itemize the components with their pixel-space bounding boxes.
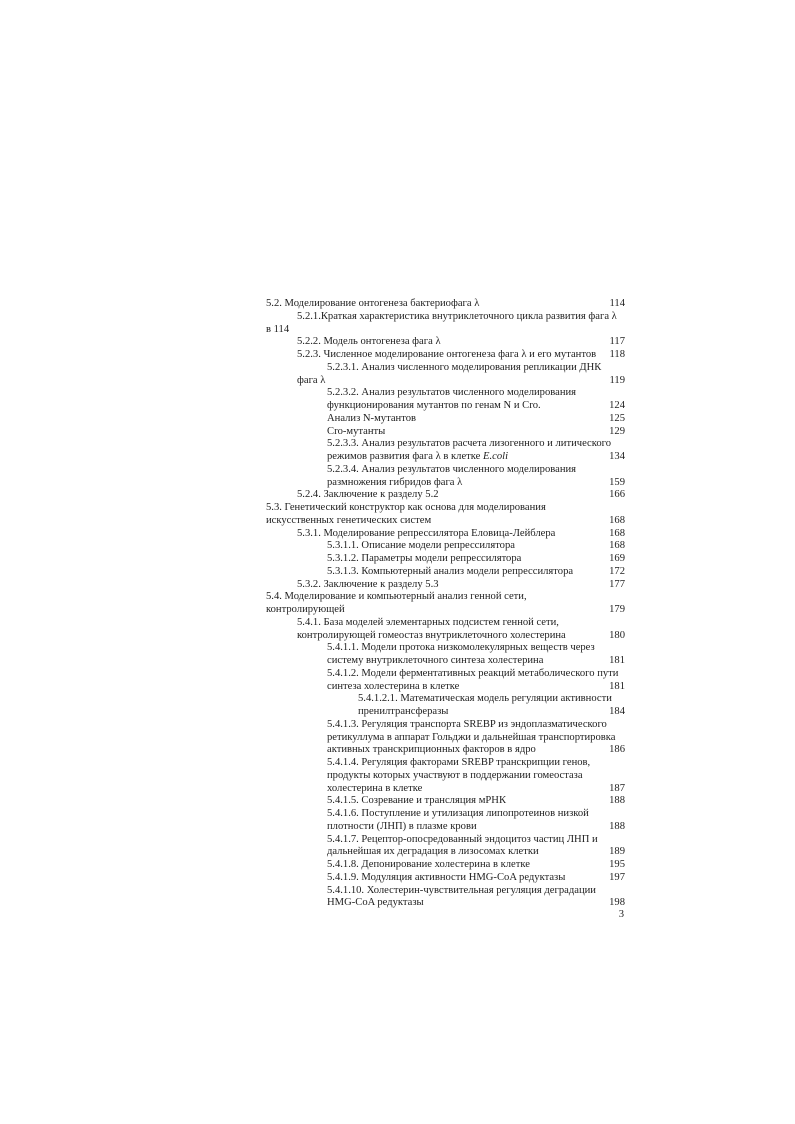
toc-entry <box>327 808 625 820</box>
toc-entry-page: 168 <box>609 527 625 539</box>
toc-entry-title: 5.4.1.2. Модели ферментативных реакций метаболического пути <box>327 667 619 679</box>
toc-entry-title: Cro-мутанты <box>327 425 386 437</box>
toc-entry <box>327 464 625 476</box>
toc-entry-page: 198 <box>609 897 625 909</box>
toc-entry-title: искусственных генетических систем <box>266 514 432 526</box>
toc-entry-page: 188 <box>609 820 625 832</box>
toc-entry <box>266 298 625 310</box>
toc-entry-page: 159 <box>609 476 625 488</box>
toc-entry-title: синтеза холестерина в клетке <box>327 680 460 692</box>
toc-entry-title: 5.3.1.3. Компьютерный анализ модели репрессилятора <box>327 565 574 577</box>
toc-entry <box>266 604 625 616</box>
toc-entry-title: 5.4.1.6. Поступление и утилизация липопротеинов низкой <box>327 808 589 819</box>
toc-entry <box>297 617 625 629</box>
toc-entry-title: дальнейшая их деградация в лизосомах клетки <box>327 846 539 858</box>
toc-entry-title: 5.4.1.4. Регуляция факторами SREBP транскрипции генов, <box>327 757 591 768</box>
toc-entry-title: 5.4.1.3. Регуляция транспорта SREBP из эндоплазматического <box>327 718 607 730</box>
toc-entry <box>266 324 625 336</box>
toc-entry-page: 180 <box>609 629 625 641</box>
toc-entry-page: 195 <box>609 859 625 870</box>
toc-entry-page: 114 <box>609 298 625 309</box>
toc-entry-page: 134 <box>609 451 625 462</box>
toc-entry-page: 168 <box>609 540 625 552</box>
toc-entry-page: 168 <box>609 514 625 526</box>
toc-entry-title: 5.3.1. Моделирование репрессилятора Еловица-Лейблера <box>297 527 556 539</box>
toc-entry <box>327 795 625 807</box>
toc-entry-title: плотности (ЛНП) в плазме крови <box>327 820 477 832</box>
toc-entry-page: 197 <box>609 871 625 883</box>
toc-entry-title: 5.2.4. Заключение к разделу 5.2 <box>297 489 439 501</box>
toc-entry <box>266 591 625 603</box>
toc-entry-title: систему внутриклеточного синтеза холестерина <box>327 655 544 666</box>
toc-entry-title: контролирующей <box>266 604 345 615</box>
toc-entry-title: функционирования мутантов по генам N и Cro. <box>327 400 541 411</box>
toc-entry <box>297 349 625 361</box>
toc-entry <box>297 336 625 348</box>
toc-entry-page: 187 <box>609 782 625 794</box>
toc-entry <box>266 515 625 527</box>
toc-entry-title: размножения гибридов фага λ <box>327 476 463 488</box>
toc-entry-title: 5.4.1.2.1. Математическая модель регуляции активности <box>358 693 612 705</box>
toc-entry <box>327 438 625 450</box>
toc-entry <box>327 719 625 731</box>
toc-entry-title: контролирующей гомеостаз внутриклеточного холестерина <box>297 629 566 641</box>
toc-entry-title: 5.2.3.3. Анализ результатов расчета лизогенного и литического <box>327 438 612 450</box>
toc-entry <box>358 706 625 718</box>
toc-entry-title: Анализ N-мутантов <box>327 412 417 424</box>
toc-entry-title: 5.4. Моделирование и компьютерный анализ генной сети, <box>266 591 527 603</box>
toc-entry-page: 129 <box>609 425 625 437</box>
toc-entry <box>266 502 625 514</box>
toc-entry-title: 5.2.3. Численное моделирование онтогенеза фага λ и его мутантов <box>297 349 597 360</box>
toc-entry-title: 5.4.1.1. Модели протока низкомолекулярных веществ через <box>327 642 595 654</box>
toc-entry <box>327 413 625 425</box>
toc-entry-page: 184 <box>609 706 625 717</box>
toc-entry <box>327 732 625 744</box>
toc-entry <box>297 630 625 642</box>
toc-entry <box>327 872 625 884</box>
toc-entry-page: 181 <box>609 655 625 666</box>
page-number: 3 <box>618 909 624 920</box>
toc-entry-title: 5.3.2. Заключение к разделу 5.3 <box>297 578 439 590</box>
toc-entry-page: 169 <box>609 553 625 564</box>
toc-entry-title: в 114 <box>266 323 290 335</box>
toc-entry <box>327 540 625 552</box>
toc-entry-page: 119 <box>609 374 625 386</box>
toc-entry <box>327 897 625 909</box>
toc-entry <box>297 528 625 540</box>
toc-entry-title: 5.4.1.10. Холестерин-чувствительная регуляция деградации <box>327 884 596 896</box>
toc-entry <box>327 681 625 693</box>
toc-entry <box>297 579 625 591</box>
toc-entry-page: 166 <box>609 489 625 501</box>
toc-entry <box>327 426 625 438</box>
toc-entry <box>327 400 625 412</box>
toc-entry-title: холестерина в клетке <box>327 782 423 794</box>
toc-entry <box>327 553 625 565</box>
toc-entry-title: фага λ <box>297 374 326 386</box>
toc-entry-page: 124 <box>609 400 625 411</box>
toc-entry <box>327 846 625 858</box>
toc-entry-title: ретикуллума в аппарат Гольджи и дальнейшая транспортировка <box>327 731 616 743</box>
toc-entry-page: 181 <box>609 680 625 692</box>
toc-entry-title: 5.2.3.4. Анализ результатов численного моделирования <box>327 463 577 475</box>
toc-entry <box>327 655 625 667</box>
toc-entry <box>297 489 625 501</box>
toc-entry-page: 179 <box>609 604 625 615</box>
toc-entry-title: 5.4.1. База моделей элементарных подсистем генной сети, <box>297 616 559 628</box>
toc-entry <box>327 821 625 833</box>
toc-entry <box>327 451 625 463</box>
toc-entry-title: 5.4.1.5. Созревание и трансляция мРНК <box>327 795 507 807</box>
toc-entry-title: 5.3. Генетический конструктор как основа для моделирования <box>266 502 546 513</box>
toc-entry-title: 5.2.3.1. Анализ численного моделирования репликации ДНК <box>327 361 602 373</box>
toc-entry-page: 188 <box>609 795 625 807</box>
toc-entry-page: 177 <box>609 578 625 590</box>
toc-entry-page: 117 <box>609 336 625 348</box>
toc-entry <box>327 783 625 795</box>
toc-entry <box>327 859 625 871</box>
toc-entry <box>327 757 625 769</box>
toc-entry <box>327 566 625 578</box>
toc-entry-page: 172 <box>609 565 625 577</box>
toc-entry <box>327 668 625 680</box>
toc-entry-title: 5.3.1.2. Параметры модели репрессилятора <box>327 553 522 564</box>
toc-entry-title: 5.4.1.9. Модуляция активности HMG-CoA редуктазы <box>327 871 566 883</box>
toc-entry <box>358 693 625 705</box>
toc-entry <box>297 311 625 323</box>
toc-entry-page: 189 <box>609 846 625 858</box>
toc-entry-page: 125 <box>609 412 625 424</box>
toc-entry <box>327 362 625 374</box>
toc-entry <box>327 885 625 897</box>
toc-entry-title: 5.2.3.2. Анализ результатов численного моделирования <box>327 387 577 399</box>
toc-entry-title: режимов развития фага λ в клетке E.coli <box>327 451 509 462</box>
toc-entry-title: 5.4.1.8. Депонирование холестерина в клетке <box>327 859 530 870</box>
toc-entry <box>327 477 625 489</box>
toc-entry-title: 5.2. Моделирование онтогенеза бактериофага λ <box>266 298 480 309</box>
toc-entry <box>297 375 625 387</box>
toc-entry <box>327 642 625 654</box>
toc-entry-title: 5.4.1.7. Рецептор-опосредованный эндоцитоз частиц ЛНП и <box>327 833 598 845</box>
toc-entry-page: 118 <box>609 349 625 360</box>
toc-entry <box>327 387 625 399</box>
toc-entry <box>327 770 625 782</box>
toc-entry-title: 5.3.1.1. Описание модели репрессилятора <box>327 540 515 552</box>
toc-entry-title: продукты которых участвуют в поддержании гомеостаза <box>327 769 583 781</box>
toc-entry-title: HMG-CoA редуктазы <box>327 897 424 909</box>
toc-entry-title: 5.2.1.Краткая характеристика внутриклеточного цикла развития фага λ <box>297 310 617 322</box>
toc-entry <box>327 744 625 756</box>
toc-entry <box>327 834 625 846</box>
toc-entry-title: активных транскрипционных факторов в ядро <box>327 744 536 756</box>
toc-entry-title: 5.2.2. Модель онтогенеза фага λ <box>297 336 441 348</box>
toc-entry-page: 186 <box>609 744 625 756</box>
toc-entry-title: пренилтрансферазы <box>358 706 449 717</box>
